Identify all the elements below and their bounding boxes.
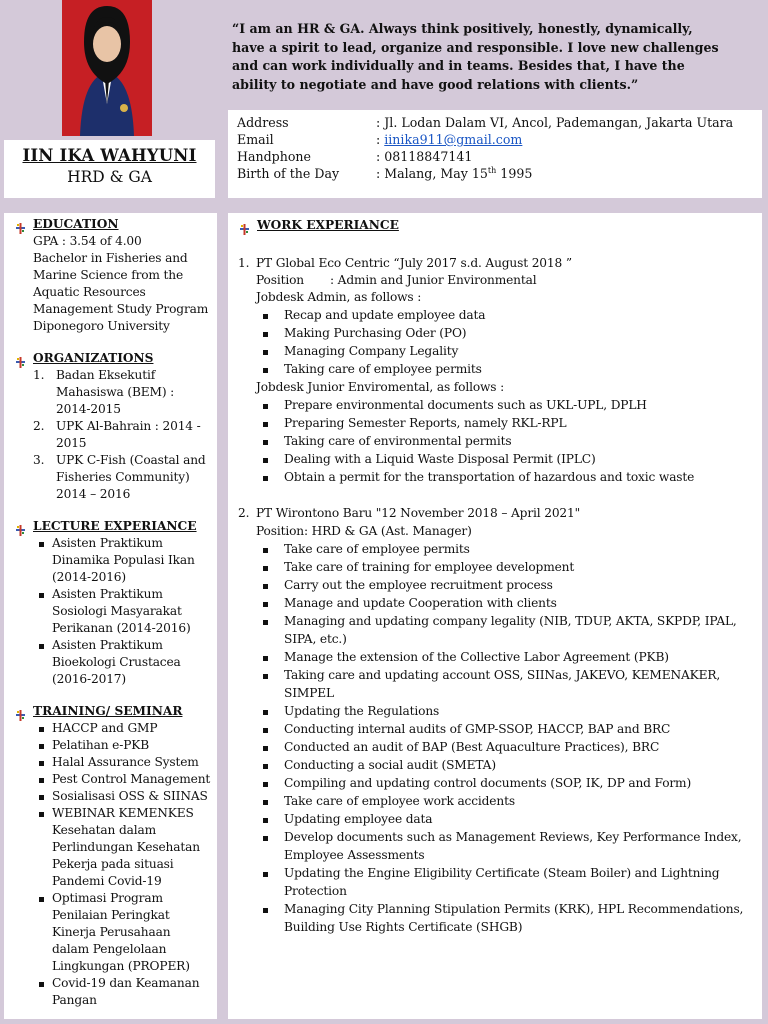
duty-line: Conducting internal audits of GMP-SSOP, HACCP, BAP and BRC xyxy=(284,722,671,736)
phone-label: Handphone xyxy=(237,149,311,164)
address-label: Address xyxy=(237,115,289,130)
candidate-role: HRD & GA xyxy=(67,168,152,186)
profile-photo xyxy=(62,0,152,136)
duty-line: Updating employee data xyxy=(284,812,433,826)
duty-line: Updating the Regulations xyxy=(284,704,440,718)
organization-line: Badan Eksekutif xyxy=(56,368,156,382)
duty-line: Building Use Rights Certificate (SHGB) xyxy=(284,920,523,934)
section-icon xyxy=(15,706,26,717)
bullet-icon xyxy=(263,800,268,805)
bullet-icon xyxy=(263,782,268,787)
education-line: Marine Science from the xyxy=(33,268,184,282)
position-label: Position xyxy=(256,273,304,287)
lecture-line: (2014-2016) xyxy=(52,570,127,584)
job-number: 2. xyxy=(238,506,250,520)
job-number: 1. xyxy=(238,256,250,270)
organization-line: Fisheries Community) xyxy=(56,470,190,484)
section-icon xyxy=(15,353,26,364)
lecture-line: (2016-2017) xyxy=(52,672,127,686)
bullet-icon xyxy=(39,778,44,783)
duty-line: SIMPEL xyxy=(284,686,334,700)
duty-line: Making Purchasing Oder (PO) xyxy=(284,326,467,340)
duty-line: Recap and update employee data xyxy=(284,308,486,322)
education-line: Aquatic Resources xyxy=(33,285,146,299)
training-line: Kinerja Perusahaan xyxy=(52,925,171,939)
bullet-icon xyxy=(263,548,268,553)
education-line: Bachelor in Fisheries and xyxy=(33,251,188,265)
training-line: Kesehatan dalam xyxy=(52,823,156,837)
position-value: : Admin and Junior Environmental xyxy=(330,273,537,287)
duty-line: Managing Company Legality xyxy=(284,344,459,358)
duty-line: Protection xyxy=(284,884,347,898)
job-company: PT Wirontono Baru "12 November 2018 – April 2021" xyxy=(256,506,581,520)
duty-line: Take care of employee permits xyxy=(284,542,470,556)
bullet-icon xyxy=(39,542,44,547)
summary-line: “I am an HR & GA. Always think positively, honestly, dynamically, xyxy=(232,21,693,36)
lecture-line: Asisten Praktikum xyxy=(52,638,163,652)
organizations-heading: ORGANIZATIONS xyxy=(33,351,154,365)
training-line: dalam Pengelolaan xyxy=(52,942,167,956)
bullet-icon xyxy=(263,404,268,409)
bullet-icon xyxy=(263,908,268,913)
training-line: Pest Control Management xyxy=(52,772,211,786)
bullet-icon xyxy=(39,812,44,817)
bullet-icon xyxy=(39,982,44,987)
bullet-icon xyxy=(39,761,44,766)
education-heading: EDUCATION xyxy=(33,217,119,231)
training-line: Pelatihan e-PKB xyxy=(52,738,150,752)
bullet-icon xyxy=(263,872,268,877)
jobdesk-intro: Jobdesk Junior Enviromental, as follows : xyxy=(256,380,505,394)
bullet-icon xyxy=(263,350,268,355)
organization-line: 2014 – 2016 xyxy=(56,487,131,501)
duty-line: Obtain a permit for the transportation of hazardous and toxic waste xyxy=(284,470,695,484)
training-line: Pandemi Covid-19 xyxy=(52,874,162,888)
summary-line: and can work individually and in teams. Besides that, I have the xyxy=(232,58,685,74)
duty-line: Taking care of environmental permits xyxy=(284,434,512,448)
duty-line: Carry out the employee recruitment process xyxy=(284,578,553,592)
duty-line: Taking care of employee permits xyxy=(284,362,482,376)
birth-year: 1995 xyxy=(496,166,533,182)
work-experience-heading: WORK EXPERIANCE xyxy=(257,218,399,232)
training-heading: TRAINING/ SEMINAR xyxy=(33,704,183,718)
duty-line: Manage the extension of the Collective Labor Agreement (PKB) xyxy=(284,650,669,664)
bullet-icon xyxy=(263,710,268,715)
organization-line: 2015 xyxy=(56,436,87,450)
bullet-icon xyxy=(263,728,268,733)
bullet-icon xyxy=(263,368,268,373)
section-icon xyxy=(15,219,26,230)
duty-line: SIPA, etc.) xyxy=(284,632,347,646)
bullet-icon xyxy=(263,620,268,625)
candidate-name: IIN IKA WAHYUNI xyxy=(22,146,197,165)
training-line: Optimasi Program xyxy=(52,891,163,905)
training-line: Covid-19 dan Keamanan xyxy=(52,976,200,990)
bullet-icon xyxy=(263,458,268,463)
education-line: GPA : 3.54 of 4.00 xyxy=(33,234,142,248)
bullet-icon xyxy=(263,656,268,661)
training-line: Pekerja pada situasi xyxy=(52,857,174,871)
lecture-line: Asisten Praktikum xyxy=(52,587,163,601)
bullet-icon xyxy=(39,644,44,649)
lecture-line: Perikanan (2014-2016) xyxy=(52,621,191,635)
bullet-icon xyxy=(263,746,268,751)
contact-card xyxy=(228,110,762,198)
jobdesk-intro: Jobdesk Admin, as follows : xyxy=(256,290,422,304)
training-line: Halal Assurance System xyxy=(52,755,199,769)
email-label: Email xyxy=(237,132,274,147)
bullet-icon xyxy=(263,602,268,607)
bullet-icon xyxy=(263,476,268,481)
duty-line: Take care of training for employee development xyxy=(284,560,575,574)
bullet-icon xyxy=(263,836,268,841)
bullet-icon xyxy=(263,764,268,769)
email-value-wrap xyxy=(376,132,522,147)
birth-value xyxy=(376,166,532,181)
bullet-icon xyxy=(39,897,44,902)
duty-line: Managing and updating company legality (NIB, TDUP, AKTA, SKPDP, IPAL, xyxy=(284,614,737,628)
duty-line: Develop documents such as Management Reviews, Key Performance Index, xyxy=(284,830,742,844)
bullet-icon xyxy=(263,332,268,337)
list-number: 2. xyxy=(33,419,45,433)
duty-line: Dealing with a Liquid Waste Disposal Permit (IPLC) xyxy=(284,452,596,466)
bullet-icon xyxy=(39,744,44,749)
organization-line: 2014-2015 xyxy=(56,402,121,416)
email-prefix: : xyxy=(376,132,385,147)
bullet-icon xyxy=(263,440,268,445)
bullet-icon xyxy=(39,727,44,732)
bullet-icon xyxy=(39,593,44,598)
lecture-line: Sosiologi Masyarakat xyxy=(52,604,182,618)
organization-line: Mahasiswa (BEM) : xyxy=(56,385,175,399)
lecture-line: Asisten Praktikum xyxy=(52,536,163,550)
duty-line: Managing City Planning Stipulation Permits (KRK), HPL Recommendations, xyxy=(284,902,744,916)
duty-line: Employee Assessments xyxy=(284,848,425,862)
training-line: Pangan xyxy=(52,993,97,1007)
section-icon xyxy=(239,220,250,231)
job-company: PT Global Eco Centric “July 2017 s.d. August 2018 ” xyxy=(256,256,572,270)
training-line: Perlindungan Kesehatan xyxy=(52,840,200,854)
duty-line: Taking care and updating account OSS, SIINas, JAKEVO, KEMENAKER, xyxy=(284,668,721,682)
birth-date: : Malang, May 15 xyxy=(376,166,488,182)
phone-value: : 08118847141 xyxy=(376,149,473,164)
list-number: 3. xyxy=(33,453,45,467)
bullet-icon xyxy=(263,584,268,589)
duty-line: Conducted an audit of BAP (Best Aquaculture Practices), BRC xyxy=(284,740,660,754)
education-line: Diponegoro University xyxy=(33,319,170,333)
address-value: : Jl. Lodan Dalam VI, Ancol, Pademangan, Jakarta Utara xyxy=(376,115,734,130)
summary-line: ability to negotiate and have good relations with clients.” xyxy=(232,76,639,92)
organization-line: UPK C-Fish (Coastal and xyxy=(56,453,206,467)
position-line: Position: HRD & GA (Ast. Manager) xyxy=(256,524,472,538)
left-sidebar xyxy=(4,213,217,1019)
bullet-icon xyxy=(263,422,268,427)
organization-line: UPK Al-Bahrain : 2014 - xyxy=(56,419,201,433)
duty-line: Manage and update Cooperation with clients xyxy=(284,596,557,610)
duty-line: Conducting a social audit (SMETA) xyxy=(284,758,496,772)
training-line: Sosialisasi OSS & SIINAS xyxy=(52,789,208,803)
birth-label: Birth of the Day xyxy=(237,166,340,181)
name-card xyxy=(4,140,215,198)
duty-line: Preparing Semester Reports, namely RKL-RPL xyxy=(284,416,567,430)
summary-line: have a spirit to lead, organize and responsible. I love new challenges xyxy=(232,39,719,55)
bullet-icon xyxy=(263,566,268,571)
duty-line: Compiling and updating control documents (SOP, IK, DP and Form) xyxy=(284,776,692,790)
training-line: HACCP and GMP xyxy=(52,721,158,735)
lecture-line: Dinamika Populasi Ikan xyxy=(52,553,195,567)
birth-sup: th xyxy=(487,166,497,175)
education-line: Management Study Program xyxy=(33,302,209,316)
bullet-icon xyxy=(263,818,268,823)
list-number: 1. xyxy=(33,368,45,382)
bullet-icon xyxy=(39,795,44,800)
training-line: Lingkungan (PROPER) xyxy=(52,959,190,973)
training-line: WEBINAR KEMENKES xyxy=(52,806,194,820)
work-experience-panel xyxy=(228,213,762,1019)
training-line: Penilaian Peringkat xyxy=(52,908,170,922)
email-link[interactable]: iinika911@gmail.com xyxy=(384,132,523,147)
duty-line: Take care of employee work accidents xyxy=(284,794,515,808)
bullet-icon xyxy=(263,674,268,679)
profile-summary xyxy=(232,20,732,94)
lecture-line: Bioekologi Crustacea xyxy=(52,655,181,669)
duty-line: Updating the Engine Eligibility Certificate (Steam Boiler) and Lightning xyxy=(284,866,720,880)
bullet-icon xyxy=(263,314,268,319)
lecture-heading: LECTURE EXPERIANCE xyxy=(33,519,197,533)
duty-line: Prepare environmental documents such as UKL-UPL, DPLH xyxy=(284,398,647,412)
section-icon xyxy=(15,521,26,532)
